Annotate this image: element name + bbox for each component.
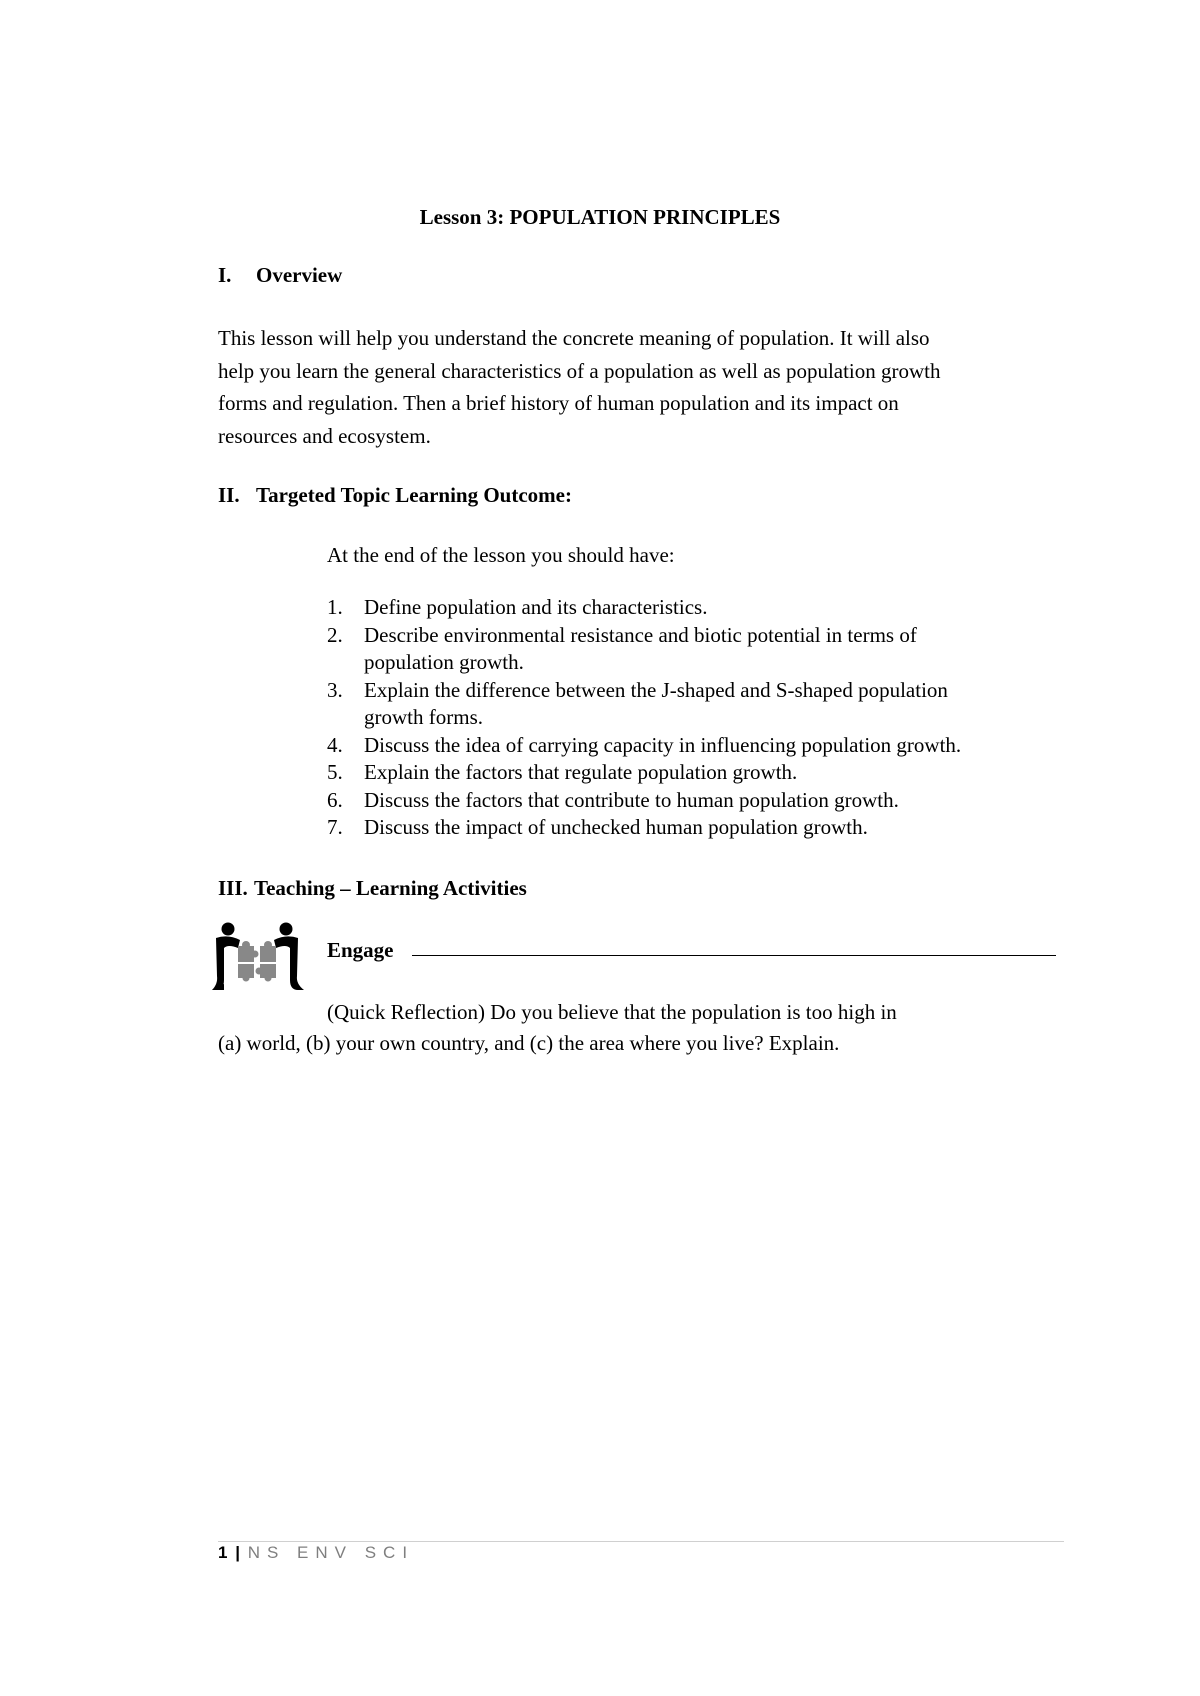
footer-separator: | — [235, 1543, 240, 1562]
outcome-item-number: 4. — [327, 732, 343, 757]
outcome-item-number: 7. — [327, 815, 343, 839]
outcome-item-number: 2. — [327, 622, 343, 647]
outcome-intro: At the end of the lesson you should have: — [327, 543, 675, 567]
outcome-item-text: Explain the factors that regulate population growth. — [364, 760, 798, 784]
outcome-heading-number: II. — [218, 483, 240, 507]
outcome-item-text: Discuss the factors that contribute to human population growth. — [364, 787, 899, 812]
activities-heading — [218, 876, 527, 901]
overview-heading-number: I. — [218, 263, 232, 287]
outcome-heading — [218, 483, 572, 508]
outcome-item — [327, 677, 1087, 732]
page-footer — [218, 1543, 414, 1563]
outcome-item-text: Describe environmental resistance and biotic potential in terms of — [364, 622, 917, 647]
outcome-item — [327, 732, 1087, 760]
outcome-item — [327, 622, 1087, 677]
page-number: 1 — [218, 1543, 228, 1562]
outcome-item — [327, 814, 1087, 842]
outcome-item-number: 5. — [327, 760, 343, 784]
outcome-item-number: 3. — [327, 677, 343, 702]
overview-line: help you learn the general characteristics of a population as well as population growth — [218, 358, 941, 383]
overview-line: resources and ecosystem. — [218, 423, 431, 448]
outcome-item-text: Define population and its characteristics. — [364, 595, 708, 619]
outcome-item-text: growth forms. — [364, 705, 483, 729]
lesson-title: Lesson 3: POPULATION PRINCIPLES — [419, 205, 781, 229]
overview-heading — [218, 263, 342, 288]
reflection-question-line: (a) world, (b) your own country, and (c) the area where you live? Explain. — [218, 1031, 840, 1055]
engage-title: Engage — [327, 938, 394, 962]
outcome-item-number: 1. — [327, 595, 343, 619]
overview-line: forms and regulation. Then a brief history of human population and its impact on — [218, 391, 899, 415]
footer-divider — [218, 1541, 1064, 1542]
activities-heading-number: III. — [218, 876, 248, 900]
outcome-item — [327, 759, 1087, 787]
engage-divider — [412, 955, 1056, 956]
outcome-item — [327, 594, 1087, 622]
course-code: NS ENV SCI — [247, 1543, 415, 1562]
outcome-item-text: population growth. — [364, 650, 524, 674]
outcome-list — [327, 594, 1087, 842]
activities-heading-text: Teaching – Learning Activities — [254, 876, 527, 900]
outcome-item-text: Discuss the impact of unchecked human population growth. — [364, 815, 868, 839]
outcome-heading-text: Targeted Topic Learning Outcome: — [256, 483, 572, 507]
overview-heading-text: Overview — [256, 263, 343, 287]
outcome-item — [327, 787, 1087, 815]
reflection-question-line: (Quick Reflection) Do you believe that the population is too high in — [327, 1000, 897, 1024]
outcome-item-text: Discuss the idea of carrying capacity in influencing population growth. — [364, 732, 962, 757]
overview-line: This lesson will help you understand the concrete meaning of population. It will also — [218, 326, 930, 350]
people-puzzle-icon — [212, 920, 304, 992]
outcome-item-text: Explain the difference between the J-shaped and S-shaped population — [364, 677, 948, 702]
overview-paragraph — [218, 322, 1068, 452]
outcome-item-number: 6. — [327, 787, 343, 812]
